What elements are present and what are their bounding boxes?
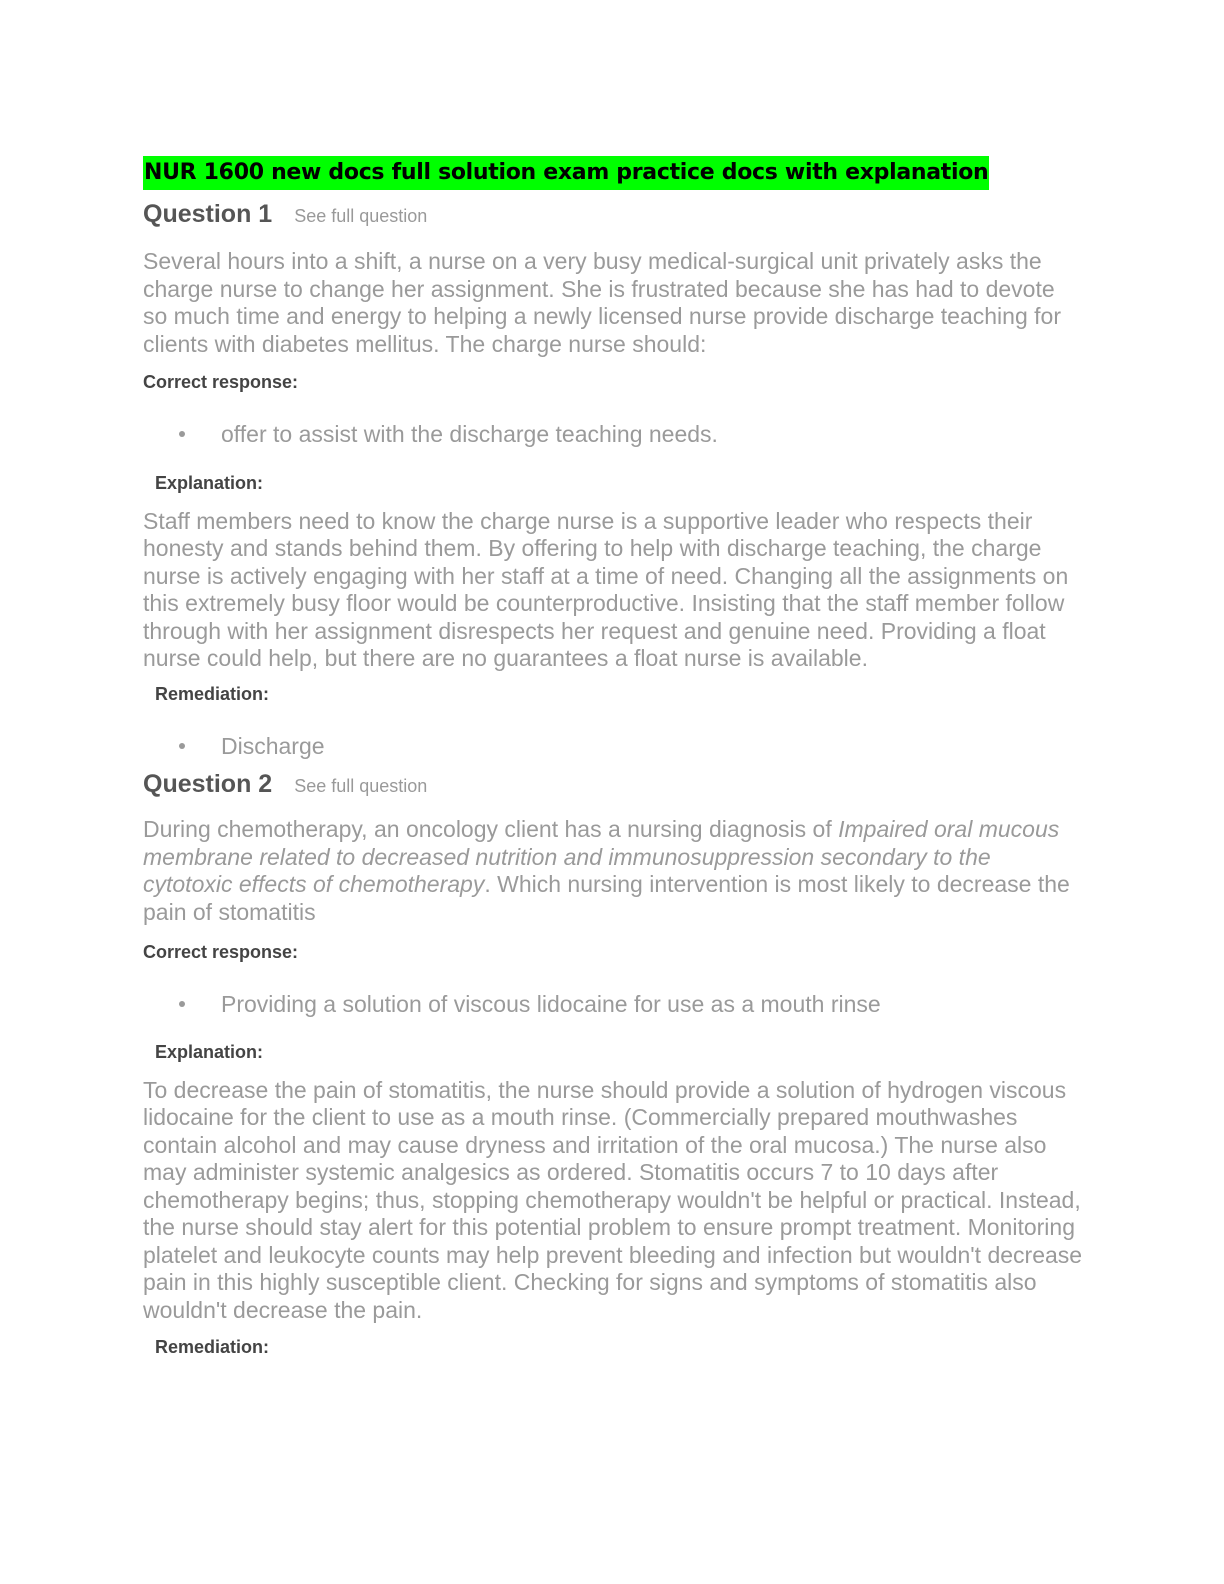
question-1-header [143,200,1083,234]
question-2-header [143,770,1083,804]
question-2-explanation: To decrease the pain of stomatitis, the nurse should provide a solution of hydrogen viscous lidocaine for the client to use as a mouth rinse. (Commercially prepared mouthwashes contain alcohol and may cause dryness and irritation of the oral mucosa.) The nurse also may administer systemic analgesics as ordered. Stomatitis occurs 7 to 10 days after chemotherapy begins; thus, stopping chemotherapy wouldn't be helpful or practical. Instead, the nurse should stay alert for this potential problem to ensure prompt treatment. Monitoring platelet and leukocyte counts may help prevent bleeding and infection but wouldn't decrease pain in this highly susceptible client. Checking for signs and symptoms of stomatitis also wouldn't decrease the pain. [143,1076,1083,1323]
question-1-remediation-text: Discharge [221,732,325,759]
document-title: NUR 1600 new docs full solution exam practice docs with explanation [143,156,989,190]
bullet-icon [179,743,185,749]
question-2-correct-list [143,990,1083,1018]
question-1-text: Several hours into a shift, a nurse on a very busy medical-surgical unit privately asks the charge nurse to change her assignment. She is frustrated because she has had to devote so much time and energy to helping a newly licensed nurse provide discharge teaching for clients with diabetes mellitus. The charge nurse should: [143,248,1061,358]
document-page [143,156,1083,1358]
question-2-text [143,816,1083,927]
question-1-remediation-item [143,732,1083,760]
question-2-text-end: . Which nursing intervention is most likely to decrease the pain of stomatitis [143,871,1070,925]
question-1-explanation: Staff members need to know the charge nurse is a supportive leader who respects their honesty and stands behind them. By offering to help with discharge teaching, the charge nurse is actively engaging with her staff at a time of need. Changing all the assignments on this extremely busy floor would be counterproductive. Insisting that the staff member follow through with her assignment disrespects her request and genuine need. Providing a float nurse could help, but there are no guarantees a float nurse is available. [143,507,1069,672]
question-2-correct-label: Correct response: [143,941,299,962]
question-2-remediation-label: Remediation: [155,1337,270,1358]
bullet-icon [179,431,185,437]
question-1-title: Question 1 [143,200,273,228]
question-2-text-start: During chemotherapy, an oncology client has a nursing diagnosis of [143,815,839,842]
question-1-correct-response-text: offer to assist with the discharge teaching needs. [221,420,718,447]
question-2-text-diagnosis: Impaired oral mucous membrane related to decreased nutrition and immunosuppression secondary to the cytotoxic effects of chemotherapy [143,815,1060,898]
question-2-see-full-link[interactable]: See full question [294,775,428,796]
question-1-see-full-link[interactable]: See full question [294,206,428,226]
question-1-remediation-list [143,732,1083,760]
question-1-explanation-label: Explanation: [155,472,264,493]
question-1-correct-label: Correct response: [143,371,299,392]
question-1-correct-list [143,420,1083,448]
question-2-explanation-label: Explanation: [155,1041,264,1062]
question-1-remediation-label: Remediation: [155,683,270,704]
question-2-correct-response-text: Providing a solution of viscous lidocaine for use as a mouth rinse [221,990,881,1017]
question-1-correct-response [143,420,1083,448]
bullet-icon [179,1001,185,1007]
question-2-correct-response [143,990,1083,1018]
question-2-title: Question 2 [143,769,273,798]
